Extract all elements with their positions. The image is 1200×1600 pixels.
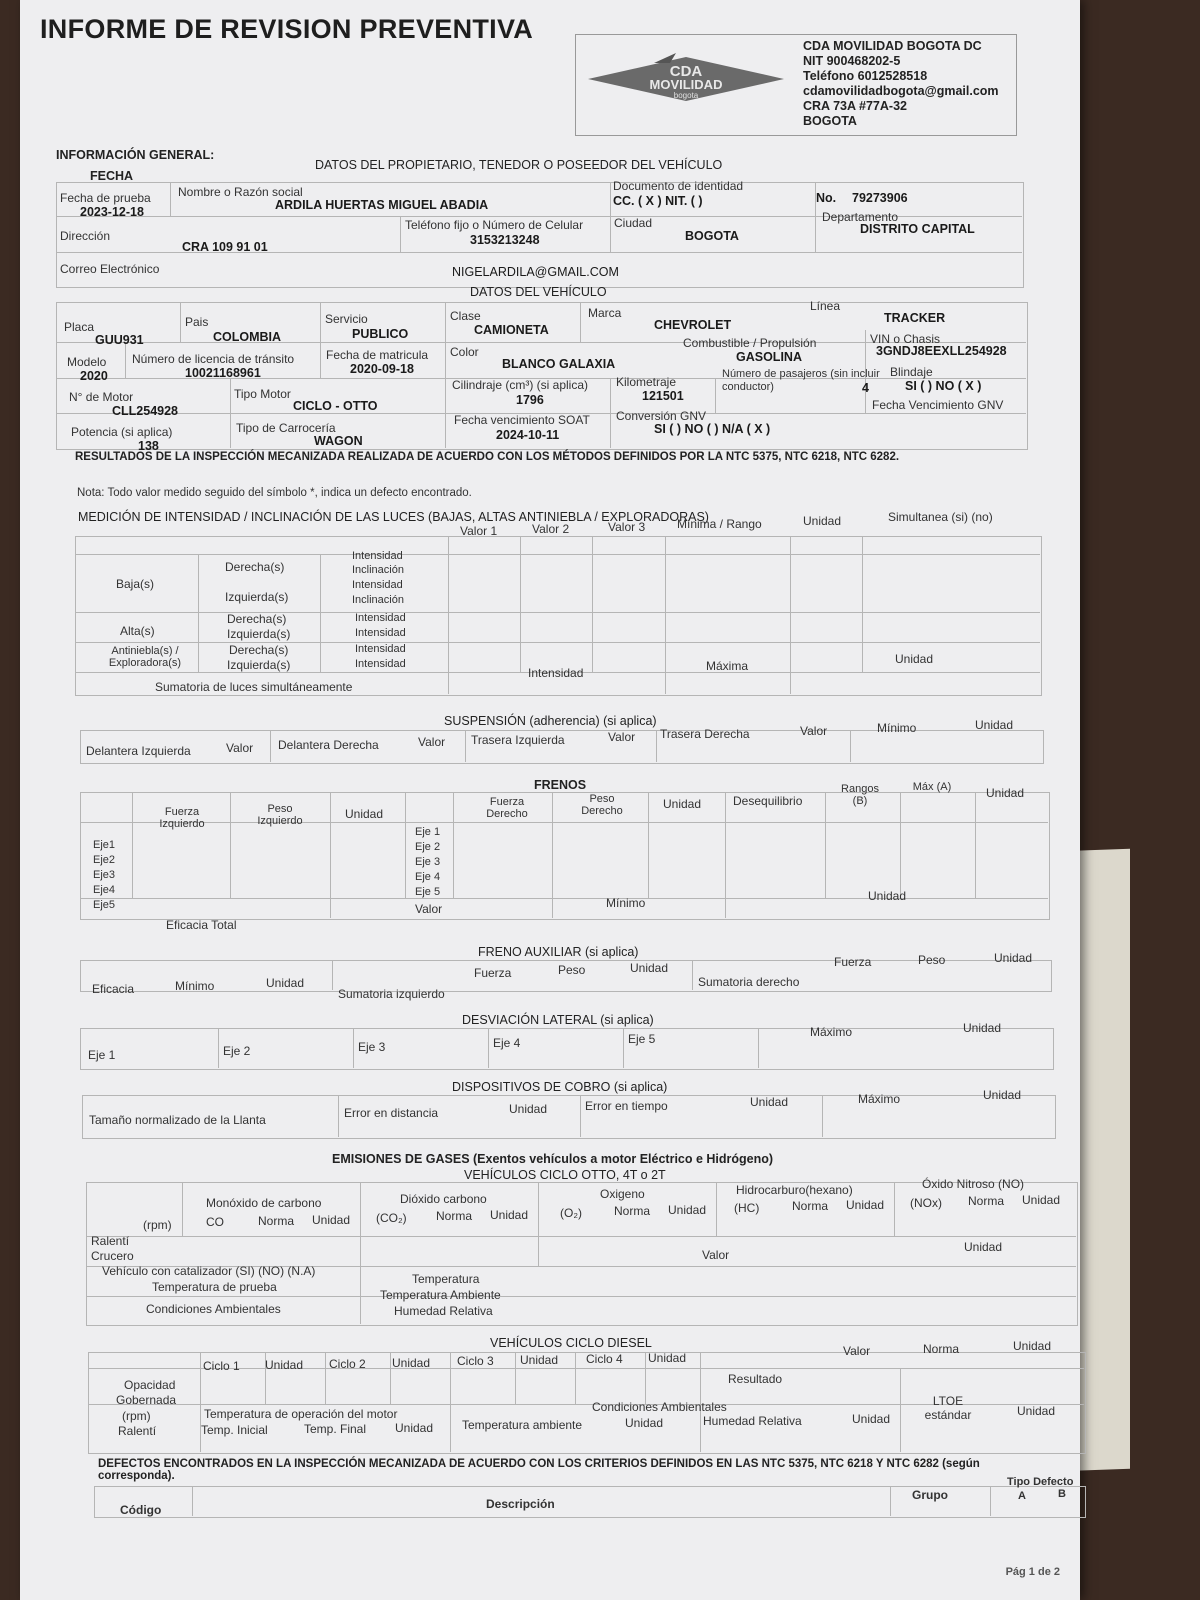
km-label: Kilometraje — [616, 375, 677, 389]
diesel-amb-unidad: Unidad — [625, 1416, 664, 1430]
diesel-temp-unidad: Unidad — [395, 1421, 434, 1435]
potencia-label: Potencia (si aplica) — [71, 425, 173, 439]
susp-del-der: Delantera Derecha — [278, 738, 379, 752]
diesel-temp-inicial: Temp. Inicial — [201, 1423, 268, 1437]
frenos-eje-2: Eje 2 — [415, 841, 441, 853]
company-header-box — [575, 34, 1017, 136]
desviacion-heading: DESVIACIÓN LATERAL (si aplica) — [462, 1013, 654, 1027]
pais-value: COLOMBIA — [213, 330, 282, 344]
cobro-unidad-1: Unidad — [509, 1102, 548, 1116]
general-info-heading: INFORMACIÓN GENERAL: — [56, 148, 215, 162]
documento-label: Documento de identidad — [613, 179, 744, 193]
luces-alta-label: Alta(s) — [120, 624, 155, 638]
departamento-value: DISTRITO CAPITAL — [860, 222, 975, 236]
frenos-eje2: Eje2 — [93, 854, 116, 866]
pasajeros-label: Número de pasajeros (sin incluir conductor) — [722, 368, 880, 393]
defectos-grupo: Grupo — [912, 1488, 948, 1502]
em-co-norma: Norma — [258, 1214, 295, 1228]
diesel-unidad1: Unidad — [265, 1358, 304, 1372]
luces-alta-izquierda: Izquierda(s) — [227, 627, 291, 641]
desv-eje1: Eje 1 — [88, 1048, 116, 1062]
clase-value: CAMIONETA — [474, 323, 549, 337]
cobro-heading: DISPOSITIVOS DE COBRO (si aplica) — [452, 1080, 668, 1094]
susp-del-der-valor: Valor — [418, 735, 446, 749]
luces-r3-intensidad: Intensidad — [355, 612, 406, 624]
soat-value: 2024-10-11 — [496, 428, 560, 442]
em-temperatura: Temperatura — [412, 1272, 480, 1286]
cda-logo-icon — [584, 49, 789, 107]
luces-antiniebla-derecha: Derecha(s) — [229, 643, 289, 657]
suspension-heading: SUSPENSIÓN (adherencia) (si aplica) — [444, 714, 657, 728]
telefono-label: Teléfono fijo o Número de Celular — [405, 218, 584, 232]
freno-aux-peso-izq: Peso — [558, 963, 586, 977]
em-hc-unidad: Unidad — [846, 1198, 885, 1212]
em-cond-ambientales: Condiciones Ambientales — [146, 1302, 281, 1316]
luces-r4-intensidad: Intensidad — [355, 627, 406, 639]
company-city: BOGOTA — [803, 114, 857, 128]
luces-baja-label: Baja(s) — [116, 577, 155, 591]
gnv-label: Conversión GNV — [616, 409, 707, 423]
diesel-humedad: Humedad Relativa — [703, 1414, 802, 1428]
desv-eje4: Eje 4 — [493, 1036, 521, 1050]
direccion-value: CRA 109 91 01 — [182, 240, 268, 254]
diesel-unidad4: Unidad — [648, 1351, 687, 1365]
em-ralenti: Ralentí — [91, 1234, 130, 1248]
company-info — [803, 39, 999, 129]
freno-aux-heading: FRENO AUXILIAR (si aplica) — [478, 945, 639, 959]
em-rpm: (rpm) — [143, 1218, 172, 1232]
ciudad-value: BOGOTA — [685, 229, 739, 243]
modelo-label: Modelo — [67, 355, 107, 369]
document-title: INFORME DE REVISION PREVENTIVA — [40, 14, 534, 44]
departamento-label: Departamento — [822, 210, 899, 224]
svg-text:MOVILIDAD: MOVILIDAD — [649, 77, 723, 92]
freno-aux-sum-der: Sumatoria derecho — [698, 975, 800, 989]
luces-col-simultanea: Simultanea (si) (no) — [888, 510, 993, 524]
potencia-value: 138 — [138, 439, 159, 453]
em-o2-norma: Norma — [614, 1204, 651, 1218]
documento-type: CC. ( X ) NIT. ( ) — [613, 194, 703, 208]
susp-unidad: Unidad — [975, 718, 1014, 732]
luces-r2-inclinacion: Inclinación — [352, 594, 404, 606]
vehicle-heading: DATOS DEL VEHÍCULO — [470, 285, 607, 299]
diesel-ciclo2: Ciclo 2 — [329, 1357, 366, 1371]
motor-label: N° de Motor — [69, 390, 134, 404]
freno-aux-unidad-der: Unidad — [994, 951, 1033, 965]
luces-heading: MEDICIÓN DE INTENSIDAD / INCLINACIÓN DE LAS LUCES (BAJAS, ALTAS ANTINIEBLA / EXPLORADORAS) — [78, 510, 709, 524]
emisiones-title: EMISIONES DE GASES (Exentos vehículos a motor Eléctrico e Hidrógeno) — [332, 1152, 774, 1166]
diesel-rpm: (rpm) — [122, 1409, 151, 1423]
cobro-error-tiempo: Error en tiempo — [585, 1099, 668, 1113]
motor-value: CLL254928 — [112, 404, 179, 418]
diesel-temp-motor: Temperatura de operación del motor — [204, 1407, 398, 1421]
placa-label: Placa — [64, 320, 95, 334]
linea-label: Línea — [810, 299, 841, 313]
frenos-peso-der: Peso Derecho — [581, 793, 623, 817]
cobro-maximo: Máximo — [858, 1092, 901, 1106]
doc-no-label: No. — [816, 191, 837, 205]
cilindraje-label: Cilindraje (cm³) (si aplica) — [452, 378, 589, 392]
licencia-label: Número de licencia de tránsito — [132, 352, 295, 366]
fecha-prueba-value: 2023-12-18 — [80, 205, 144, 219]
cobro-unidad-3: Unidad — [983, 1088, 1022, 1102]
diesel-ltoe-unidad: Unidad — [1017, 1404, 1056, 1418]
susp-tras-izq-valor: Valor — [608, 730, 636, 744]
em-hc: (HC) — [734, 1201, 760, 1215]
company-email: cdamovilidadbogota@gmail.com — [803, 84, 999, 98]
diesel-ralenti: Ralentí — [118, 1424, 157, 1438]
frenos-valor: Valor — [415, 902, 443, 916]
desv-maximo: Máximo — [810, 1025, 853, 1039]
em-o2: (O₂) — [560, 1206, 582, 1220]
luces-col-minima: Mínima / Rango — [677, 517, 762, 531]
clase-label: Clase — [450, 309, 481, 323]
diesel-unidad2: Unidad — [392, 1356, 431, 1370]
luces-r5-intensidad: Intensidad — [355, 643, 406, 655]
em-co: CO — [206, 1215, 224, 1229]
doc-no-value: 79273906 — [852, 191, 908, 205]
gas-o2: Oxigeno — [600, 1187, 645, 1201]
frenos-rangos: Rangos (B) — [841, 783, 879, 807]
em-nox: (NOx) — [910, 1196, 942, 1210]
em-temp-ambiente: Temperatura Ambiente — [380, 1288, 501, 1302]
svg-text:bogota: bogota — [673, 91, 699, 100]
marca-value: CHEVROLET — [654, 318, 732, 332]
frenos-eficacia-total: Eficacia Total — [166, 918, 237, 932]
tipo-motor-label: Tipo Motor — [234, 387, 291, 401]
vin-label: VIN o Chasis — [870, 332, 941, 346]
susp-del-izq: Delantera Izquierda — [86, 744, 191, 758]
em-hc-norma: Norma — [792, 1199, 829, 1213]
freno-aux-unidad: Unidad — [266, 976, 305, 990]
diesel-cond-ambientales: Condiciones Ambientales — [592, 1400, 727, 1414]
diesel-norma: Norma — [923, 1342, 960, 1356]
em-unidad: Unidad — [964, 1240, 1003, 1254]
cobro-tamano-llanta: Tamaño normalizado de la Llanta — [89, 1113, 266, 1127]
frenos-max: Máx (A) — [912, 781, 952, 793]
desv-eje2: Eje 2 — [223, 1044, 251, 1058]
color-value: BLANCO GALAXIA — [502, 357, 616, 371]
company-nit: NIT 900468202-5 — [803, 54, 901, 68]
combustible-value: GASOLINA — [736, 350, 802, 364]
em-humedad: Humedad Relativa — [394, 1304, 493, 1318]
correo-value: NIGELARDILA@GMAIL.COM — [452, 265, 619, 279]
susp-minimo: Mínimo — [877, 721, 917, 735]
document-page — [20, 0, 1080, 1600]
freno-aux-unidad-izq: Unidad — [630, 961, 669, 975]
page-number: Pág 1 de 2 — [1005, 1566, 1060, 1578]
luces-col-valor3: Valor 3 — [608, 520, 646, 534]
defectos-tipo: Tipo Defecto — [1007, 1476, 1074, 1488]
diesel-unidad: Unidad — [1013, 1339, 1052, 1353]
em-catalizador: Vehículo con catalizador (SI) (NO) (N.A) — [102, 1264, 316, 1278]
svg-text:CDA: CDA — [669, 63, 703, 80]
company-phone: Teléfono 6012528518 — [803, 69, 928, 83]
cilindraje-value: 1796 — [516, 393, 544, 407]
frenos-unidad-izq: Unidad — [345, 807, 384, 821]
carroceria-value: WAGON — [314, 434, 363, 448]
otto-heading: VEHÍCULOS CICLO OTTO, 4T o 2T — [464, 1168, 666, 1182]
frenos-unidad-2: Unidad — [986, 786, 1025, 800]
luces-col-valor2: Valor 2 — [532, 522, 570, 536]
desv-eje3: Eje 3 — [358, 1040, 386, 1054]
frenos-fuerza-der: Fuerza Derecho — [486, 796, 528, 820]
gas-hc: Hidrocarburo(hexano) — [736, 1183, 853, 1197]
pasajeros-value: 4 — [862, 381, 869, 395]
frenos-eje-4: Eje 4 — [415, 871, 441, 883]
luces-antiniebla-label: Antiniebla(s) / Exploradora(s) — [108, 645, 182, 669]
gas-co2: Dióxido carbono — [400, 1192, 487, 1206]
frenos-heading: FRENOS — [534, 778, 587, 792]
desv-unidad: Unidad — [963, 1021, 1002, 1035]
fecha-heading: FECHA — [90, 169, 134, 183]
cobro-error-distancia: Error en distancia — [344, 1106, 439, 1120]
freno-aux-sum-izq: Sumatoria izquierdo — [338, 987, 445, 1001]
desv-eje5: Eje 5 — [628, 1032, 656, 1046]
freno-aux-eficacia: Eficacia — [92, 982, 135, 996]
diesel-hum-unidad: Unidad — [852, 1412, 891, 1426]
diesel-ciclo3: Ciclo 3 — [457, 1354, 494, 1368]
frenos-unidad-der: Unidad — [663, 797, 702, 811]
telefono-value: 3153213248 — [470, 233, 540, 247]
servicio-label: Servicio — [325, 312, 368, 326]
results-heading: RESULTADOS DE LA INSPECCIÓN MECANIZADA REALIZADA DE ACUERDO CON LOS MÉTODOS DEFINIDOS POR LA NTC 5375, NTC 6218, NTC 6282. — [75, 451, 900, 463]
frenos-eje-5: Eje 5 — [415, 886, 441, 898]
susp-tras-izq: Trasera Izquierda — [471, 733, 565, 747]
linea-value: TRACKER — [884, 311, 946, 325]
diesel-valor: Valor — [843, 1344, 871, 1358]
diesel-resultado: Resultado — [728, 1372, 783, 1386]
matricula-label: Fecha de matricula — [326, 348, 429, 362]
defectos-tipo-b: B — [1058, 1488, 1066, 1500]
em-co-unidad: Unidad — [312, 1213, 351, 1227]
frenos-eje3: Eje3 — [93, 869, 116, 881]
em-o2-unidad: Unidad — [668, 1203, 707, 1217]
luces-col-valor1: Valor 1 — [460, 524, 498, 538]
results-note: Nota: Todo valor medido seguido del símbolo *, indica un defecto encontrado. — [77, 487, 472, 499]
luces-r1-intensidad: Intensidad — [352, 550, 403, 562]
diesel-ciclo4: Ciclo 4 — [586, 1352, 623, 1366]
frenos-unidad-total: Unidad — [868, 889, 907, 903]
frenos-fuerza-izq: Fuerza Izquierdo — [159, 806, 205, 830]
gnv-vencimiento-label: Fecha Vencimiento GNV — [872, 398, 1004, 412]
diesel-ciclo1: Ciclo 1 — [203, 1359, 240, 1373]
luces-maxima-label: Máxima — [706, 659, 749, 673]
owner-heading: DATOS DEL PROPIETARIO, TENEDOR O POSEEDOR DEL VEHÍCULO — [315, 158, 723, 172]
susp-tras-der: Trasera Derecha — [660, 727, 750, 741]
frenos-eje-3: Eje 3 — [415, 856, 441, 868]
frenos-peso-izq: Peso Izquierdo — [257, 803, 303, 827]
frenos-eje-1: Eje 1 — [415, 826, 441, 838]
em-nox-norma: Norma — [968, 1194, 1005, 1208]
em-crucero: Crucero — [91, 1249, 134, 1263]
em-co2-norma: Norma — [436, 1209, 473, 1223]
diesel-gobernada: Gobernada — [116, 1393, 177, 1407]
em-valor: Valor — [702, 1248, 730, 1262]
servicio-value: PUBLICO — [352, 327, 409, 341]
correo-label: Correo Electrónico — [60, 262, 160, 276]
luces-sum-unidad: Unidad — [895, 652, 934, 666]
blindaje-value: SI ( ) NO ( X ) — [905, 379, 982, 393]
placa-value: GUU931 — [95, 333, 144, 347]
luces-r6-intensidad: Intensidad — [355, 658, 406, 670]
freno-aux-fuerza-izq: Fuerza — [474, 966, 512, 980]
nombre-value: ARDILA HUERTAS MIGUEL ABADIA — [275, 198, 489, 212]
diesel-ltoe: LTOE estándar — [924, 1394, 972, 1422]
marca-label: Marca — [588, 306, 622, 320]
em-co2: (CO₂) — [376, 1211, 407, 1225]
luces-col-unidad: Unidad — [803, 514, 842, 528]
color-label: Color — [450, 345, 479, 359]
freno-aux-fuerza-der: Fuerza — [834, 955, 872, 969]
defectos-heading: DEFECTOS ENCONTRADOS EN LA INSPECCIÓN MECANIZADA DE ACUERDO CON LOS CRITERIOS DEFINIDOS EN LAS NTC 5375, NTC 6218 Y NTC 6282 (según corresponda). — [98, 1458, 980, 1482]
luces-baja-izquierda: Izquierda(s) — [225, 590, 289, 604]
cobro-unidad-2: Unidad — [750, 1095, 789, 1109]
licencia-value: 10021168961 — [185, 366, 261, 380]
frenos-eje4: Eje4 — [93, 884, 116, 896]
fecha-prueba-label: Fecha de prueba — [60, 191, 151, 205]
vin-value: 3GNDJ8EEXLL254928 — [876, 344, 1007, 358]
em-nox-unidad: Unidad — [1022, 1193, 1061, 1207]
frenos-minimo: Mínimo — [606, 896, 646, 910]
diesel-temp-final: Temp. Final — [304, 1422, 367, 1436]
defectos-descripcion: Descripción — [486, 1497, 555, 1511]
emisiones-heading — [332, 1152, 773, 1166]
ciudad-label: Ciudad — [614, 216, 653, 230]
luces-baja-derecha: Derecha(s) — [225, 560, 285, 574]
matricula-value: 2020-09-18 — [350, 362, 414, 376]
diesel-temp-ambiente: Temperatura ambiente — [462, 1418, 583, 1432]
luces-alta-derecha: Derecha(s) — [227, 612, 287, 626]
luces-antiniebla-izquierda: Izquierda(s) — [227, 658, 291, 672]
gas-co: Monóxido de carbono — [206, 1196, 322, 1210]
freno-aux-minimo: Mínimo — [175, 979, 215, 993]
defectos-codigo: Código — [120, 1503, 162, 1517]
frenos-eje5: Eje5 — [93, 899, 116, 911]
frenos-desequilibrio: Desequilibrio — [733, 794, 803, 808]
company-name: CDA MOVILIDAD BOGOTA DC — [803, 39, 982, 53]
soat-label: Fecha vencimiento SOAT — [454, 413, 590, 427]
luces-sum-intensidad: Intensidad — [528, 666, 584, 680]
susp-del-izq-valor: Valor — [226, 741, 254, 755]
pais-label: Pais — [185, 315, 209, 329]
em-co2-unidad: Unidad — [490, 1208, 529, 1222]
blindaje-label: Blindaje — [890, 365, 933, 379]
diesel-opacidad: Opacidad — [124, 1378, 176, 1392]
defectos-tipo-a: A — [1018, 1490, 1026, 1502]
frenos-eje1: Eje1 — [93, 839, 116, 851]
gnv-value: SI ( ) NO ( ) N/A ( X ) — [654, 422, 771, 436]
luces-sumatoria-label: Sumatoria de luces simultáneamente — [155, 680, 353, 694]
company-address: CRA 73A #77A-32 — [803, 99, 907, 113]
freno-aux-peso-der: Peso — [918, 953, 946, 967]
nombre-label: Nombre o Razón social — [178, 185, 303, 199]
modelo-value: 2020 — [80, 369, 108, 383]
km-value: 121501 — [642, 389, 684, 403]
combustible-label: Combustible / Propulsión — [683, 336, 817, 350]
gas-no: Óxido Nitroso (NO) — [922, 1177, 1025, 1191]
luces-r2-intensidad: Intensidad — [352, 579, 403, 591]
diesel-heading: VEHÍCULOS CICLO DIESEL — [490, 1336, 652, 1350]
susp-tras-der-valor: Valor — [800, 724, 828, 738]
carroceria-label: Tipo de Carrocería — [236, 421, 336, 435]
luces-r1-inclinacion: Inclinación — [352, 564, 404, 576]
em-temp-prueba: Temperatura de prueba — [152, 1280, 277, 1294]
direccion-label: Dirección — [60, 229, 111, 243]
diesel-unidad3: Unidad — [520, 1353, 559, 1367]
tipo-motor-value: CICLO - OTTO — [293, 399, 378, 413]
